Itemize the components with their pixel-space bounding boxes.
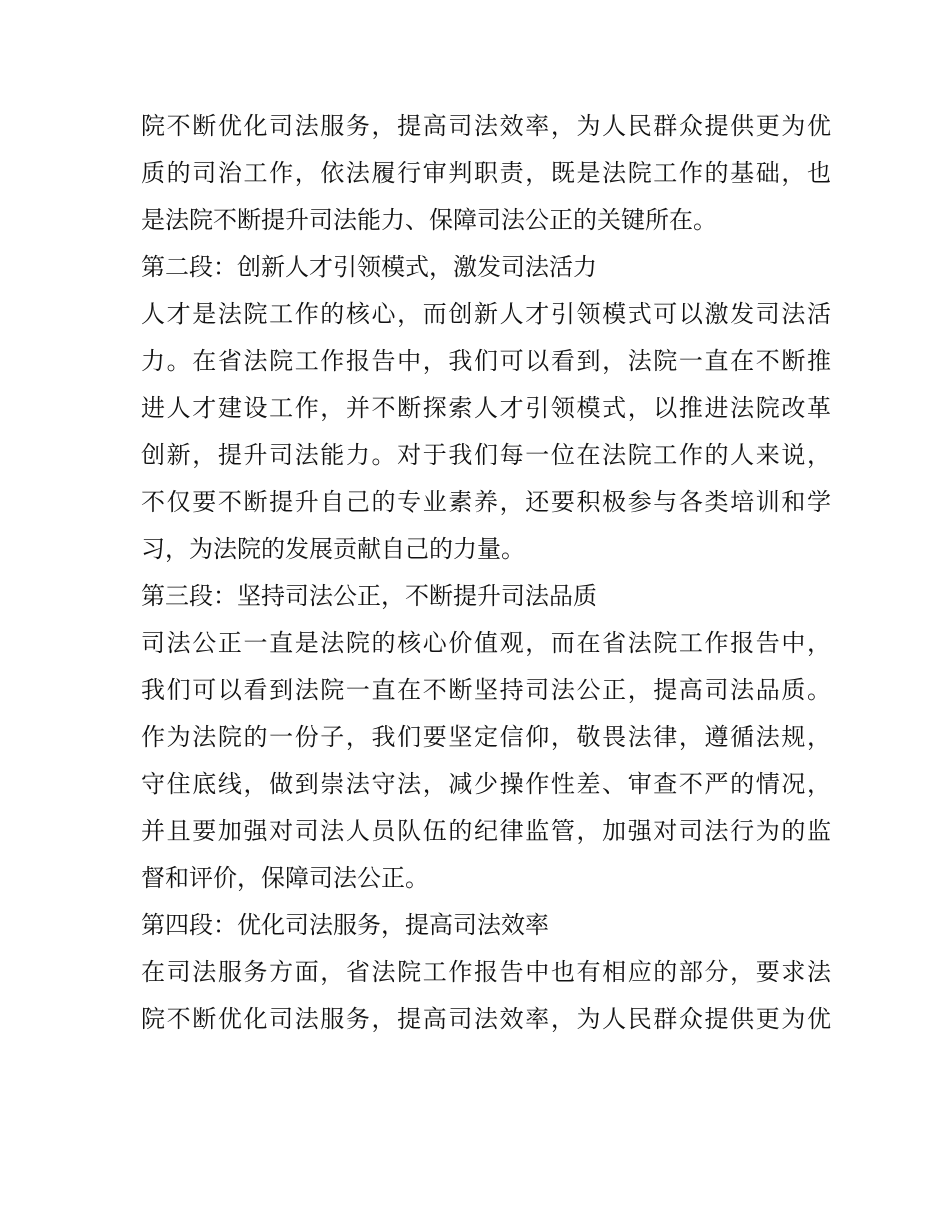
paragraph [141,620,831,902]
paragraph-line: 创新，提升司法能力。对于我们每一位在法院工作的人来说， [141,441,831,469]
section-heading [141,573,831,620]
paragraph-line: 院不断优化司法服务，提高司法效率，为人民群众提供更为优 [141,1005,831,1033]
section-heading [141,902,831,949]
paragraph-line: 并且要加强对司法人员队伍的纪律监管，加强对司法行为的监 [141,817,831,845]
paragraph-line: 司法公正一直是法院的核心价值观，而在省法院工作报告中， [141,629,831,657]
paragraph-line: 是法院不断提升司法能力、保障司法公正的关键所在。 [141,206,717,234]
paragraph-line: 习，为法院的发展贡献自己的力量。 [141,535,525,563]
paragraph-line: 不仅要不断提升自己的专业素养，还要积极参与各类培训和学 [141,488,831,516]
paragraph [141,291,831,573]
paragraph-line: 院不断优化司法服务，提高司法效率，为人民群众提供更为优 [141,112,831,140]
paragraph-line: 督和评价，保障司法公正。 [141,864,429,892]
paragraph [141,949,831,1043]
paragraph-line: 人才是法院工作的核心，而创新人才引领模式可以激发司法活 [141,300,831,328]
paragraph-line: 我们可以看到法院一直在不断坚持司法公正，提高司法品质。 [141,676,831,704]
heading-line: 第二段：创新人才引领模式，激发司法活力 [141,253,597,281]
paragraph-line: 守住底线，做到崇法守法，减少操作性差、审查不严的情况， [141,770,831,798]
paragraph [141,103,831,244]
paragraph-line: 进人才建设工作，并不断探索人才引领模式，以推进法院改革 [141,394,831,422]
document-body [141,103,831,1043]
paragraph-line: 作为法院的一份子，我们要坚定信仰，敬畏法律，遵循法规， [141,723,831,751]
paragraph-line: 力。在省法院工作报告中，我们可以看到，法院一直在不断推 [141,347,831,375]
heading-line: 第四段：优化司法服务，提高司法效率 [141,911,549,939]
section-heading [141,244,831,291]
heading-line: 第三段：坚持司法公正，不断提升司法品质 [141,582,597,610]
paragraph-line: 质的司治工作，依法履行审判职责，既是法院工作的基础，也 [141,159,831,187]
paragraph-line: 在司法服务方面，省法院工作报告中也有相应的部分，要求法 [141,958,831,986]
